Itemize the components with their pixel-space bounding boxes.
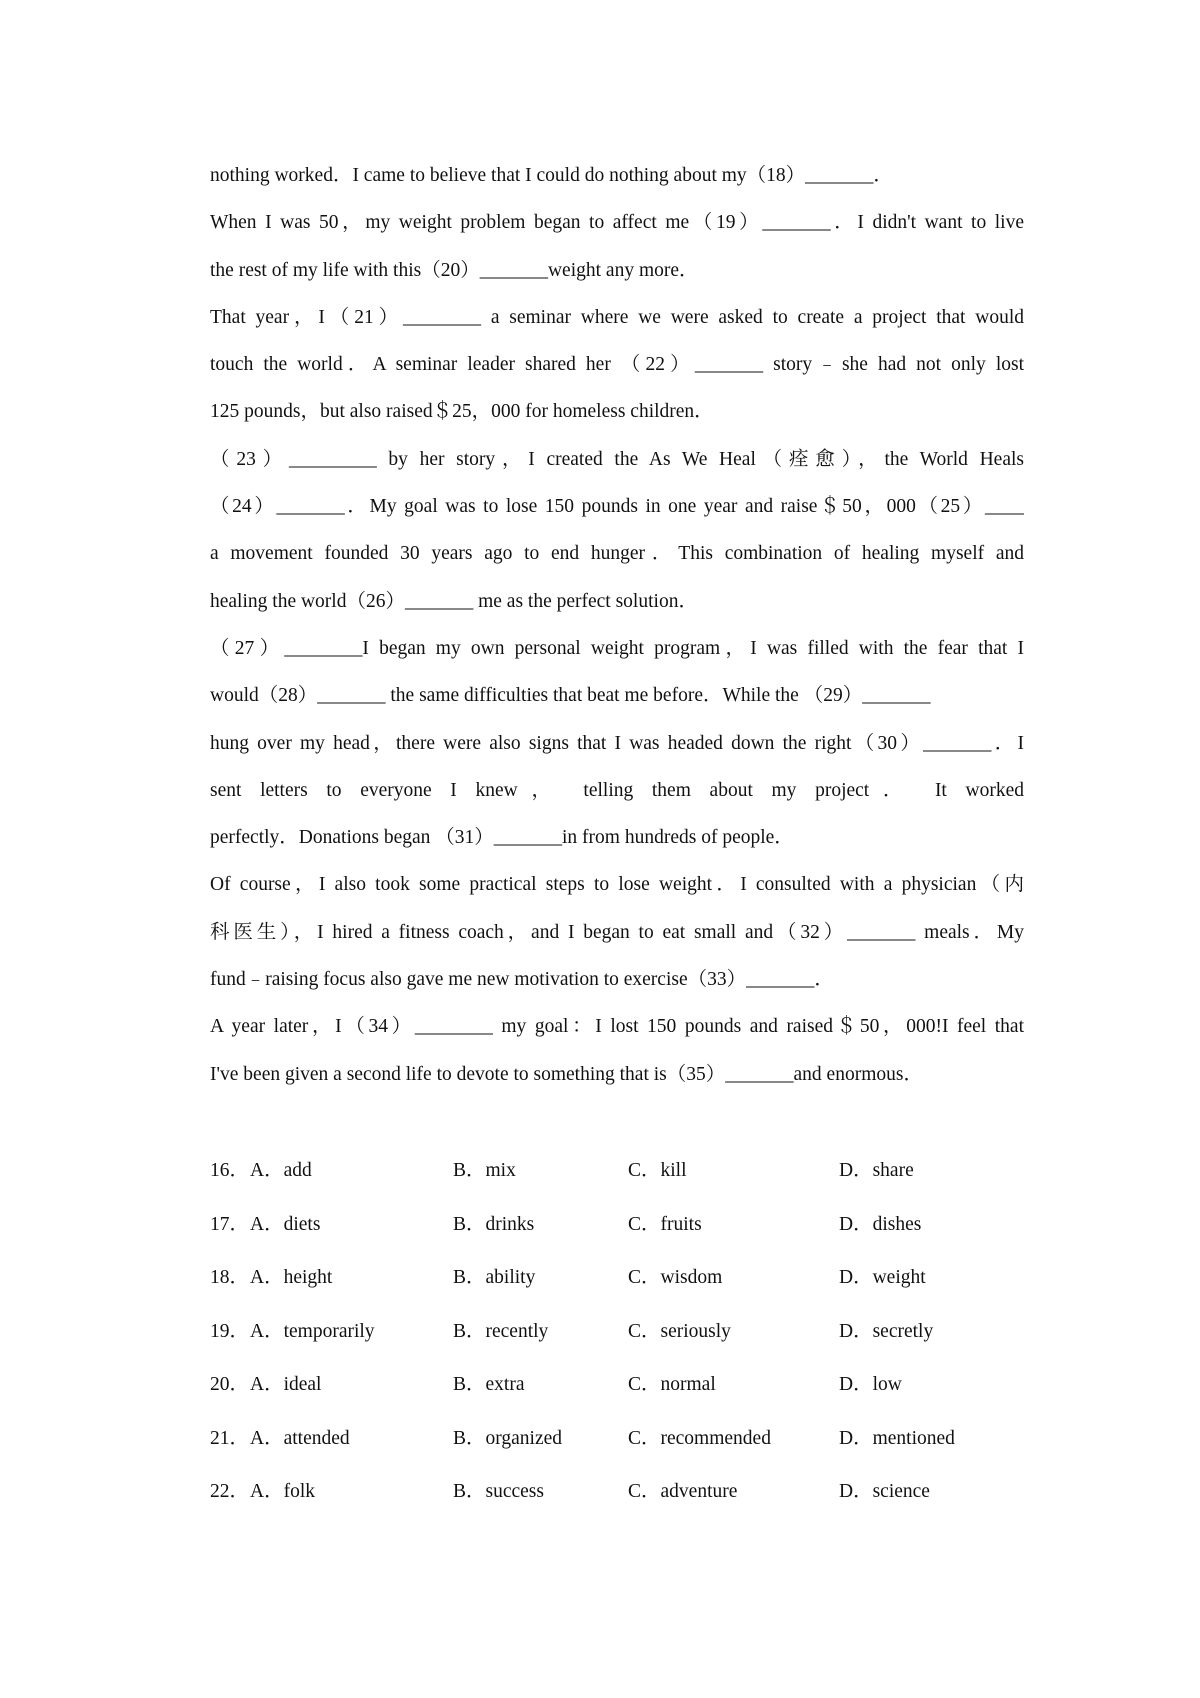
option-c: C．wisdom <box>628 1267 723 1288</box>
question-row-18 <box>210 1251 1024 1305</box>
passage-line: Of course，I also took some practical steps to lose weight．I consulted with a physician（内 <box>210 874 1024 896</box>
passage-line: perfectly．Donations began （31）_______in from hundreds of people． <box>210 827 794 849</box>
question-row-17 <box>210 1198 1024 1252</box>
passage-line: hung over my head，there were also signs that I was headed down the right（30）_______．I <box>210 732 1024 754</box>
passage-line: That year，I（21）________ a seminar where we were asked to create a project that would <box>210 306 1024 328</box>
option-b: B．success <box>453 1481 544 1502</box>
question-row-20 <box>210 1358 1024 1412</box>
option-a: A．diets <box>250 1213 321 1235</box>
passage-line: 科医生），I hired a fitness coach，and I began to eat small and（32）_______ meals．My <box>210 921 1024 943</box>
passage-line: fund﹣raising focus also gave me new motivation to exercise（33）_______． <box>210 969 834 991</box>
passage-line: （23）_________ by her story，I created the As We Heal（痊愈），the World Heals <box>210 448 1024 470</box>
answer-options <box>210 1144 1024 1519</box>
passage-line: 125 pounds，but also raised＄25，000 for homeless children． <box>210 401 714 423</box>
option-a: A．temporarily <box>250 1320 375 1342</box>
option-a: A．folk <box>250 1481 315 1502</box>
option-d: D．science <box>839 1481 930 1502</box>
question-number: 20． <box>210 1374 250 1395</box>
passage-line: nothing worked．I came to believe that I could do nothing about my（18）_______． <box>210 165 893 186</box>
option-d: D．low <box>839 1374 902 1395</box>
option-d: D．mentioned <box>839 1427 955 1449</box>
option-d: D．secretly <box>839 1320 934 1342</box>
option-b: B．recently <box>453 1320 549 1342</box>
question-number: 19． <box>210 1320 250 1342</box>
option-c: C．adventure <box>628 1481 738 1502</box>
question-number: 21． <box>210 1427 250 1449</box>
question-row-19 <box>210 1305 1024 1359</box>
option-b: B．drinks <box>453 1213 535 1235</box>
passage-line: I've been given a second life to devote to something that is（35）_______and enormous． <box>210 1063 923 1085</box>
option-c: C．seriously <box>628 1320 731 1342</box>
option-c: C．fruits <box>628 1213 702 1235</box>
option-a: A．add <box>250 1160 312 1181</box>
passage-line: When I was 50，my weight problem began to affect me（19）_______．I didn't want to live <box>210 212 1024 234</box>
option-a: A．attended <box>250 1427 350 1449</box>
option-b: B．extra <box>453 1374 525 1395</box>
option-c: C．recommended <box>628 1427 771 1449</box>
question-number: 22． <box>210 1481 250 1502</box>
passage-line: A year later，I（34）________ my goal：I lost 150 pounds and raised＄50，000!I feel that <box>210 1016 1024 1038</box>
passage-line: would（28）_______ the same difficulties that beat me before．While the （29）_______ <box>210 685 931 707</box>
option-a: A．ideal <box>250 1374 322 1395</box>
question-row-21 <box>210 1412 1024 1466</box>
option-b: B．organized <box>453 1427 563 1449</box>
option-b: B．ability <box>453 1267 536 1288</box>
passage-line: the rest of my life with this（20）_______weight any more． <box>210 259 699 281</box>
question-row-22 <box>210 1465 1024 1519</box>
passage-line: （24）_______．My goal was to lose 150 pounds in one year and raise＄50，000（25）____ <box>210 496 1024 518</box>
passage-line: touch the world．A seminar leader shared her （22）_______ story﹣she had not only lost <box>210 354 1024 376</box>
option-c: C．normal <box>628 1374 716 1395</box>
option-d: D．share <box>839 1160 914 1181</box>
question-number: 18． <box>210 1267 250 1288</box>
question-number: 16． <box>210 1160 250 1181</box>
cloze-passage <box>210 152 1024 1098</box>
passage-line: healing the world（26）_______ me as the perfect solution． <box>210 590 698 612</box>
option-c: C．kill <box>628 1160 687 1181</box>
option-d: D．dishes <box>839 1213 922 1235</box>
option-b: B．mix <box>453 1160 516 1181</box>
option-d: D．weight <box>839 1267 926 1288</box>
passage-line: （27）________I began my own personal weight program，I was filled with the fear that I <box>210 637 1024 659</box>
passage-line: sent letters to everyone I knew， telling them about my project． It worked <box>210 779 1024 801</box>
passage-line: a movement founded 30 years ago to end hunger．This combination of healing myself and <box>210 543 1024 565</box>
question-row-16 <box>210 1144 1024 1198</box>
option-a: A．height <box>250 1267 333 1288</box>
question-number: 17． <box>210 1213 250 1235</box>
